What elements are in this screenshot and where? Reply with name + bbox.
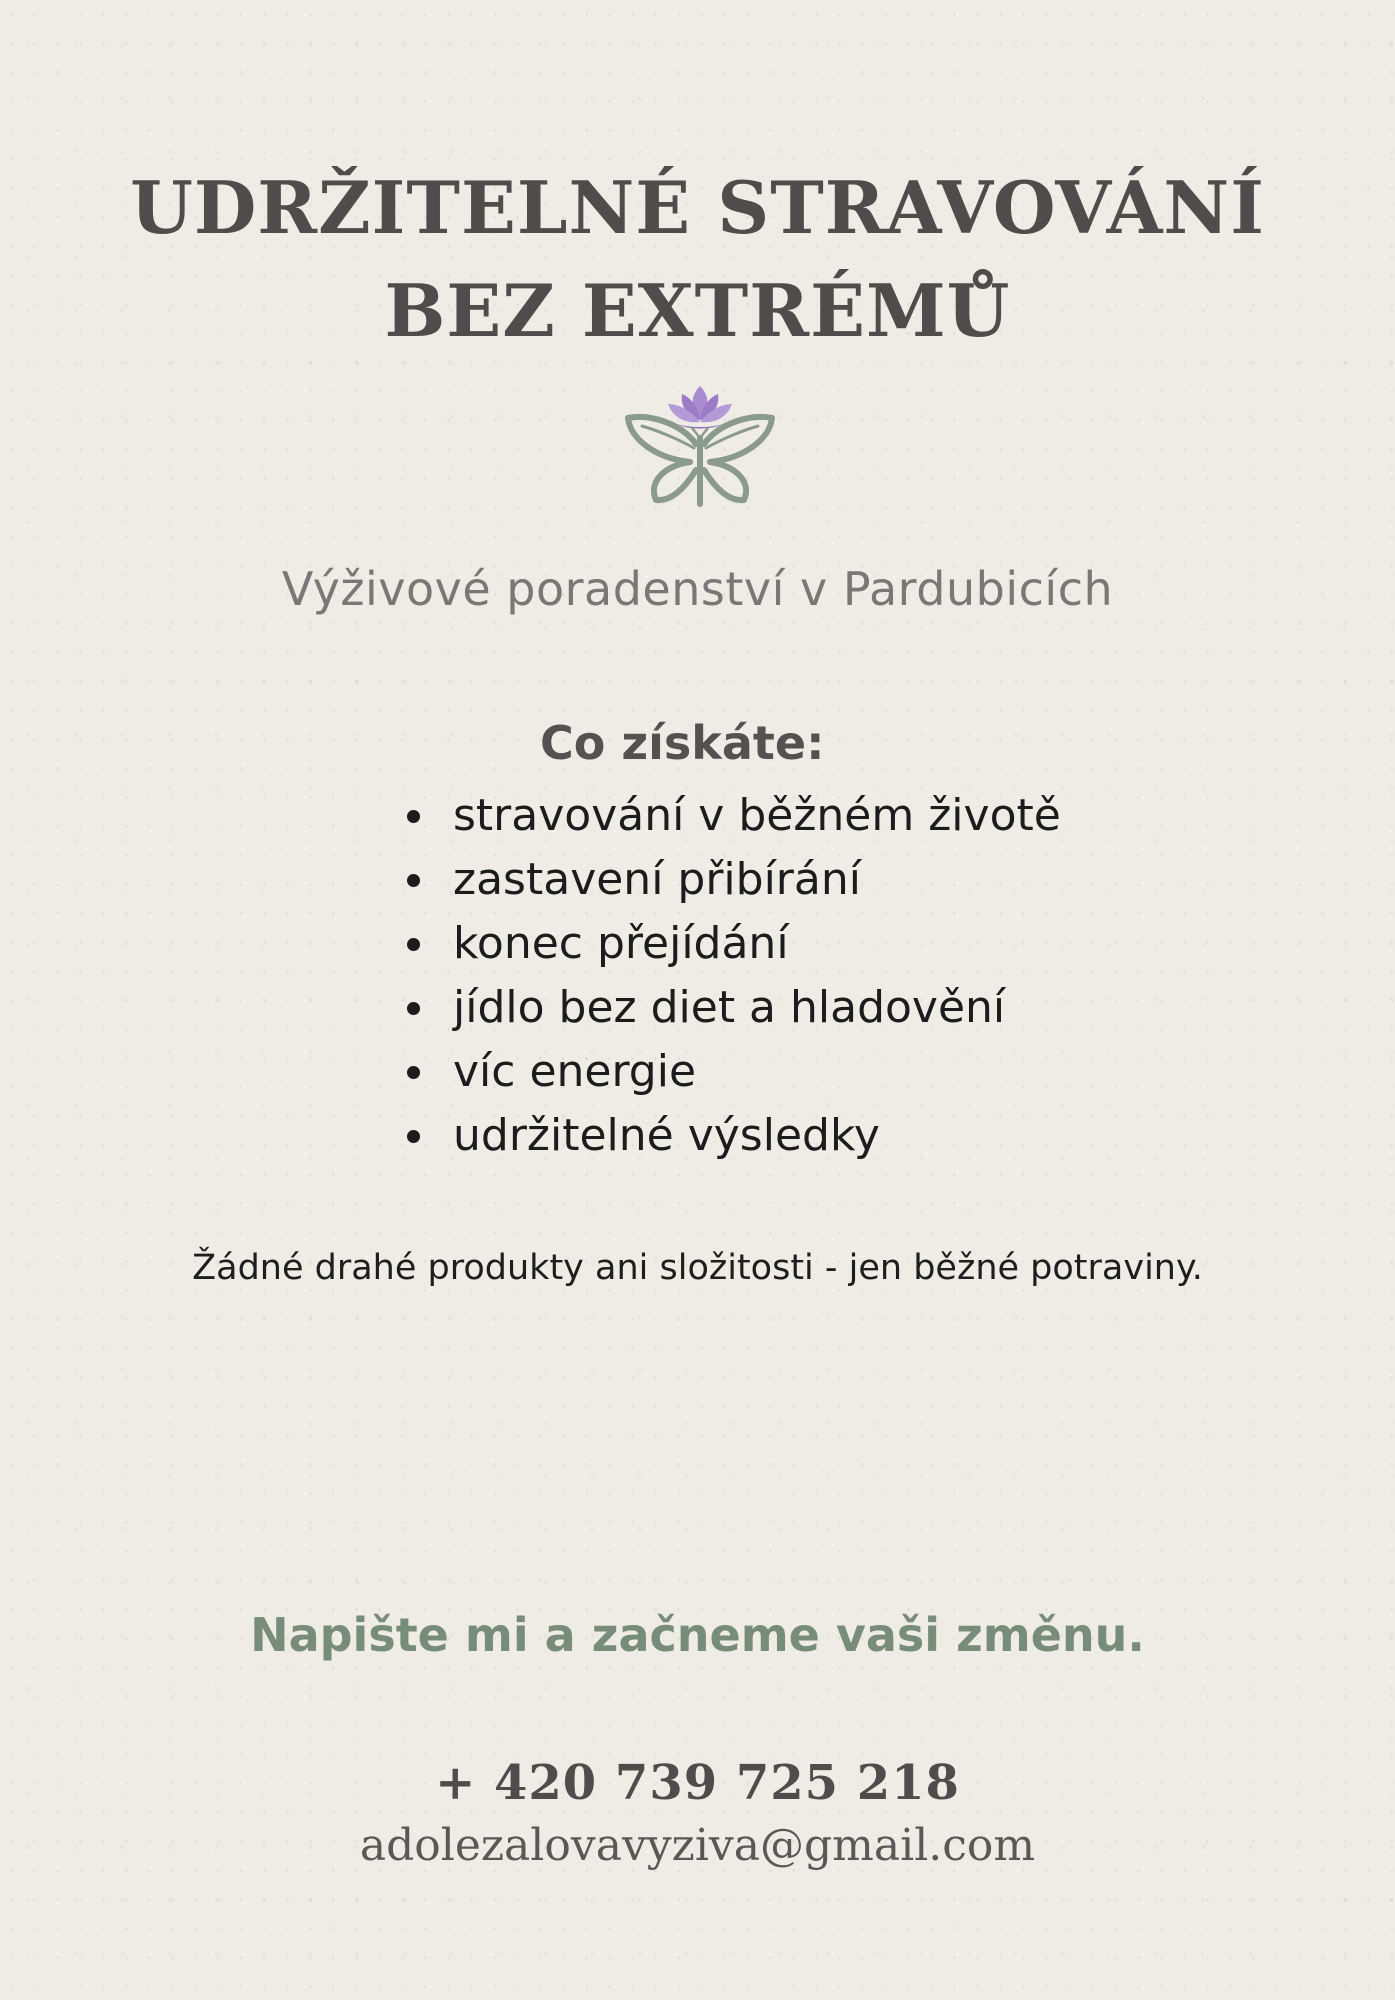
title-line-2: BEZ EXTRÉMŮ <box>384 268 1011 353</box>
bullet-icon <box>407 874 420 887</box>
list-item <box>395 912 1061 976</box>
benefits-list <box>395 784 1061 1168</box>
email-address[interactable] <box>0 1820 1395 1871</box>
phone-number[interactable]: + 420 739 725 218 <box>435 1755 960 1811</box>
list-item <box>395 848 1061 912</box>
call-to-action: Napište mi a začneme vaši změnu. <box>250 1608 1145 1662</box>
benefit-text: udržitelné výsledky <box>453 1110 880 1161</box>
benefit-text: konec přejídání <box>453 918 789 969</box>
list-item <box>395 1040 1061 1104</box>
benefit-text: stravování v běžném životě <box>453 790 1061 841</box>
list-item <box>395 1104 1061 1168</box>
note-text: Žádné drahé produkty ani složitosti - jen běžné potraviny. <box>192 1248 1203 1288</box>
benefit-text: zastavení přibírání <box>453 854 861 905</box>
subtitle: Výživové poradenství v Pardubicích <box>281 562 1114 616</box>
bullet-icon <box>407 1066 420 1079</box>
bullet-icon <box>407 938 420 951</box>
email-link[interactable]: adolezalovavyziva@gmail.com <box>359 1820 1036 1871</box>
benefit-text: jídlo bez diet a hladovění <box>453 982 1006 1033</box>
benefits-heading: Co získáte: <box>540 716 825 770</box>
butterfly-lotus-icon <box>620 382 780 510</box>
title-line-1: UDRŽITELNÉ STRAVOVÁNÍ <box>130 165 1265 250</box>
bullet-icon <box>407 810 420 823</box>
bullet-icon <box>407 1130 420 1143</box>
list-item <box>395 976 1061 1040</box>
list-item <box>395 784 1061 848</box>
bullet-icon <box>407 1002 420 1015</box>
benefit-text: víc energie <box>453 1046 697 1097</box>
